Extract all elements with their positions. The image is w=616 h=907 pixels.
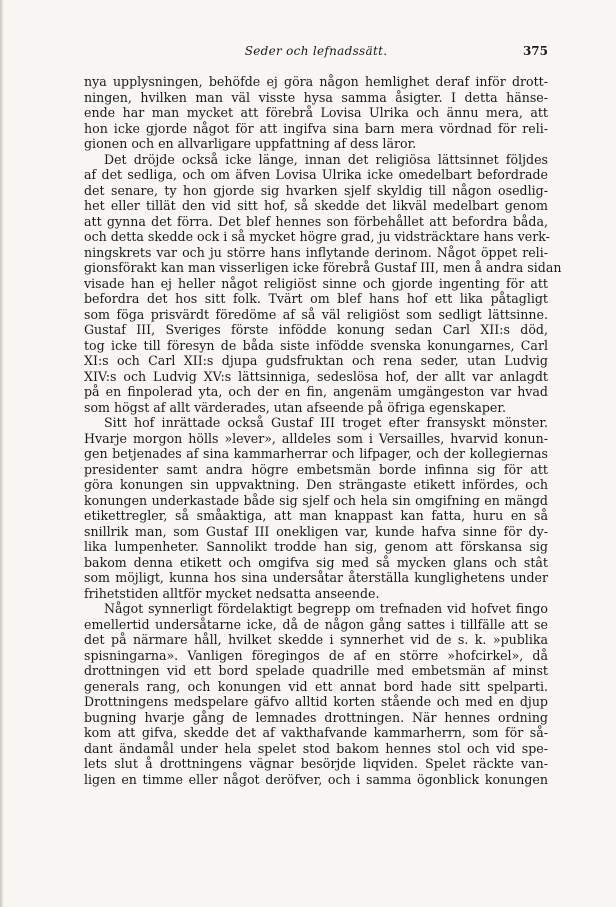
text-line: Hvarje morgon hölls »lever», alldeles som i Versailles, hvarvid konun- <box>84 430 548 446</box>
text-line: het eller tillät den vid sitt hof, så skedde det likväl medelbart genom <box>84 198 548 213</box>
text-line: gionsförakt kan man visserligen icke förebrå Gustaf III, men å andra sidan <box>84 260 562 275</box>
page-number: 375 <box>522 44 548 58</box>
text-line: det på närmare håll, hvilket skedde i synnerhet vid de s. k. »publika <box>84 632 548 647</box>
text-line: ningskrets var och ju större hans inflytande derinom. Något öppet reli- <box>84 244 548 260</box>
text-line: bugning hvarje gång de lemnades drottningen. När hennes ordning <box>84 709 548 725</box>
text-line: befordra det hos sitt folk. Tvärt om blef hans hof ett lika påtagligt <box>84 291 548 306</box>
text-line: presidenter samt andra högre embetsmän borde infinna sig för att <box>84 461 548 477</box>
text-line: XI:s och Carl XII:s djupa gudsfruktan och rena seder, utan Ludvig <box>84 353 548 368</box>
running-title: Seder och lefnadssätt. <box>244 44 388 58</box>
text-line: frihetstiden alltför mycket nedsatta anseende. <box>84 585 380 601</box>
text-line: och detta skedde ock i så mycket högre grad, ju vidsträcktare hans verk- <box>84 229 550 244</box>
text-line: kom att gifva, skedde det af vakthafvande kammarherrn, som för så- <box>84 725 548 740</box>
text-line: XIV:s och Ludvig XV:s lättsinniga, sedeslösa hof, der allt var anlagdt <box>84 368 548 384</box>
text-line: visade han ej heller något religiöst sinne och gjorde ingenting för att <box>84 275 548 291</box>
text-line: på en finpolerad yta, och der en fin, angenäm umgängeston var hvad <box>84 384 548 399</box>
text-line: ende har man mycket att förebrå Lovisa Ulrika och ännu mera, att <box>84 105 548 120</box>
text-line: lika lumpenheter. Sannolikt trodde han sig, genom att förskansa sig <box>84 539 548 554</box>
text-line: tog icke till föresyn de båda siste infödde svenska konungarnes, Carl <box>84 337 548 353</box>
text-line: spisningarna». Vanligen föregingos de af en större »hofcirkel», då <box>84 647 548 663</box>
text-line: dant ändamål under hela spelet stod bakom hennes stol och vid spe- <box>84 740 548 756</box>
text-line: Sitt hof inrättade också Gustaf III troget efter fransyskt mönster. <box>104 415 548 430</box>
text-line: Drottningens medspelare gäfvo alltid korten stående och med en djup <box>84 694 548 709</box>
text-line: att gynna det förra. Det blef hennes son förbehållet att befordra båda, <box>84 213 548 229</box>
text-line: nya upplysningen, behöfde ej göra någon hemlighet deraf inför drott- <box>84 74 548 89</box>
text-line: generals rang, och konungen vid ett annat bord hade sitt spelparti. <box>84 678 548 694</box>
text-line: lets slut å drottningens vägnar besörjde liqviden. Spelet räckte van- <box>84 756 548 771</box>
page-header <box>84 44 548 62</box>
page-edge-shadow <box>0 0 4 907</box>
text-line: bakom denna etikett och omgifva sig med så mycken glans och stât <box>84 554 548 570</box>
text-line: Det dröjde också icke länge, innan det religiösa lättsinnet följdes <box>104 151 548 167</box>
text-line: drottningen vid ett bord spelade quadrille med embetsmän af minst <box>84 663 548 678</box>
text-line: Gustaf III, Sveriges förste infödde konung sedan Carl XII:s död, <box>84 322 548 337</box>
text-line: det senare, ty hon gjorde sig hvarken sjelf skyldig till någon osedlig- <box>84 182 548 198</box>
text-line: konungen underkastade både sig sjelf och hela sin omgifning en mängd <box>84 492 548 508</box>
body-text <box>84 74 562 787</box>
text-line: emellertid undersåtarne icke, då de någon gång sattes i tillfälle att se <box>84 616 548 632</box>
text-line: snillrik man, som Gustaf III onekligen var, kunde hafva sinne för dy- <box>84 523 548 539</box>
text-line: Något synnerligt fördelaktigt begrepp om trefnaden vid hofvet fingo <box>104 601 548 616</box>
text-line: hon icke gjorde något för att ingifva sina barn mera vördnad för reli- <box>84 120 548 136</box>
text-line: som föga prisvärdt föredöme af så väl religiöst som sedligt lättsinne. <box>84 306 548 322</box>
text-line: ligen en timme eller något deröfver, och i samma ögonblick konungen <box>84 771 548 787</box>
text-line: gionen och en allvarligare uppfattning af dess läror. <box>84 136 417 151</box>
text-line: ningen, hvilken man väl visste hysa samma åsigter. I detta hänse- <box>84 89 548 105</box>
text-line: etikettregler, så småaktiga, att man knappast kan fatta, huru en så <box>84 508 548 523</box>
text-line: gen betjenades af sina kammarherrar och lifpager, och der kollegiernas <box>84 446 548 461</box>
text-line: som möjligt, kunna hos sina undersåtar återställa kunglighetens under <box>84 570 548 585</box>
text-line: af det sedliga, och om äfven Lovisa Ulrika icke omedelbart befordrade <box>84 167 548 182</box>
text-line: som högst af allt värderades, utan afseende på öfriga egenskaper. <box>84 399 506 415</box>
text-line: göra konungen sin uppvaktning. Den strängaste etikett infördes, och <box>84 477 548 492</box>
